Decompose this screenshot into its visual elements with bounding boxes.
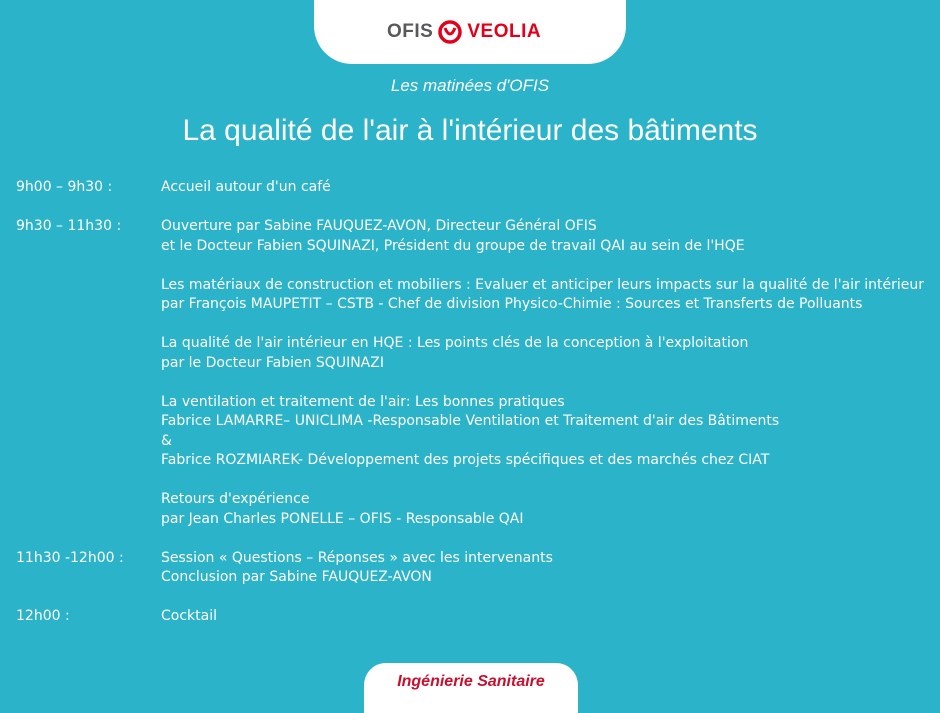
- logo-veolia-text: VEOLIA: [467, 21, 542, 42]
- schedule-line: &: [161, 432, 172, 449]
- schedule-line: Cocktail: [161, 608, 217, 624]
- schedule-time: 9h30 – 11h30 :: [16, 218, 122, 234]
- schedule-body: [161, 607, 926, 627]
- schedule-line: Retours d'expérience: [161, 491, 310, 507]
- schedule-line: par François MAUPETIT – CSTB - Chef de division Physico-Chimie : Sources et Transferts de Polluants: [161, 296, 863, 312]
- schedule-time: 11h30 -12h00 :: [16, 549, 124, 566]
- schedule-time: [16, 490, 161, 529]
- schedule-item: [16, 549, 926, 588]
- schedule-spacer: [16, 471, 926, 491]
- schedule-body: [161, 276, 926, 315]
- schedule-line: et le Docteur Fabien SQUINAZI, Président du groupe de travail QAI au sein de l'HQE: [161, 237, 745, 254]
- schedule-item: [16, 217, 926, 256]
- schedule-spacer: [16, 588, 926, 608]
- schedule-time: [16, 393, 161, 471]
- schedule-body: [161, 217, 926, 256]
- schedule-item: [16, 334, 926, 373]
- page-subtitle: Les matinées d'OFIS: [390, 76, 550, 95]
- schedule-body: [161, 490, 926, 529]
- veolia-mark-icon: [438, 20, 462, 44]
- schedule-item: [16, 393, 926, 471]
- schedule-line: Accueil autour d'un café: [161, 179, 331, 195]
- schedule-line: par le Docteur Fabien SQUINAZI: [161, 354, 384, 371]
- schedule-body: [161, 334, 926, 373]
- schedule-time: 12h00 :: [16, 608, 70, 624]
- ofis-veolia-logo: [387, 17, 557, 47]
- schedule-spacer: [16, 315, 926, 335]
- page-title: La qualité de l'air à l'intérieur des bâtiments: [182, 114, 758, 147]
- schedule-item: [16, 607, 926, 627]
- schedule-line: Fabrice ROZMIAREK- Développement des projets spécifiques et des marchés chez CIAT: [161, 452, 770, 468]
- schedule-spacer: [16, 373, 926, 393]
- schedule-line: Conclusion par Sabine FAUQUEZ-AVON: [161, 569, 432, 585]
- schedule-body: [161, 549, 926, 588]
- schedule-item: [16, 276, 926, 315]
- schedule-item: [16, 178, 926, 198]
- schedule-spacer: [16, 529, 926, 549]
- schedule-line: La qualité de l'air intérieur en HQE : Les points clés de la conception à l'exploitation: [161, 335, 749, 351]
- schedule-line: Session « Questions – Réponses » avec les intervenants: [161, 549, 553, 566]
- schedule-body: [161, 393, 926, 471]
- schedule-body: [161, 178, 926, 198]
- schedule-line: La ventilation et traitement de l'air: Les bonnes pratiques: [161, 393, 565, 410]
- schedule-spacer: [16, 198, 926, 218]
- schedule: [16, 178, 926, 627]
- schedule-line: Fabrice LAMARRE– UNICLIMA -Responsable Ventilation et Traitement d'air des Bâtiments: [161, 413, 780, 429]
- schedule-line: Ouverture par Sabine FAUQUEZ-AVON, Directeur Général OFIS: [161, 218, 597, 234]
- schedule-item: [16, 490, 926, 529]
- schedule-time: 9h00 – 9h30 :: [16, 179, 113, 195]
- schedule-spacer: [16, 256, 926, 276]
- schedule-line: par Jean Charles PONELLE – OFIS - Responsable QAI: [161, 510, 524, 527]
- logo-ofis-text: OFIS: [387, 21, 434, 42]
- schedule-time: [16, 276, 161, 315]
- schedule-line: Les matériaux de construction et mobiliers : Evaluer et anticiper leurs impacts sur la qualité de l'air intérieur: [161, 276, 924, 293]
- footer-label: Ingénierie Sanitaire: [397, 673, 545, 690]
- schedule-time: [16, 334, 161, 373]
